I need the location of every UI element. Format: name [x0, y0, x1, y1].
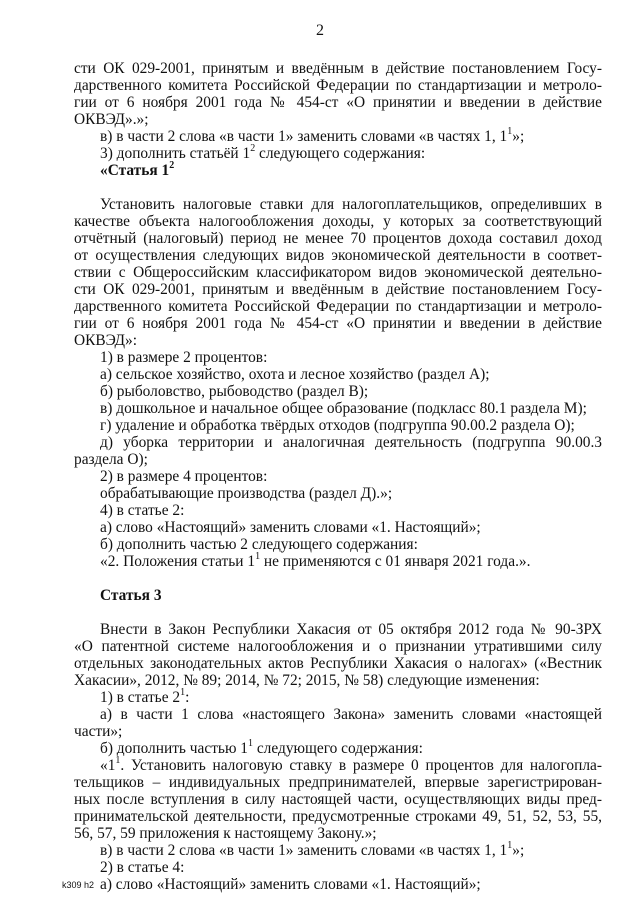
line-text: Хакасии», 2012, № 89; 2014, № 72; 2015, № 58) следующие изменения: [74, 672, 540, 689]
line-text: б) дополнить частью 1 [100, 740, 248, 757]
line-text: ОКВЭД».»; [74, 111, 149, 128]
line-text: 2) в статье 4: [100, 859, 185, 876]
line-text: а) в части 1 слова «настоящего Закона» заменить словами «настоящей [100, 706, 602, 723]
text-line [74, 77, 602, 94]
text-line [74, 638, 602, 655]
text-line [100, 706, 602, 723]
line-text: качестве объекта налогообложения доходы, у которых за соответствующий [74, 213, 602, 230]
line-text: части»; [74, 723, 123, 740]
text-line [74, 60, 602, 77]
line-text: 4) в статье 2: [100, 502, 185, 519]
text-line [100, 587, 602, 604]
text-line [100, 876, 602, 893]
superscript: 1 [507, 839, 513, 851]
line-text: обрабатывающие производства (раздел Д).»; [100, 485, 393, 502]
line-text: «2. Положения статьи 1 [100, 553, 256, 570]
text-line [100, 754, 602, 774]
line-text: в) в части 2 слова «в части 1» заменить словами «в частях 1, 1 [100, 128, 508, 145]
text-line [74, 247, 602, 264]
text-line [100, 519, 602, 536]
line-text: г) удаление и обработка твёрдых отходов (подгруппа 90.00.2 раздела О); [100, 417, 575, 434]
line-text-after: следующего содержания: [255, 145, 426, 162]
line-text: гии от 6 ноября 2001 года № 454-ст «О принятии и введении в действие [74, 94, 602, 111]
superscript: 1 [255, 550, 261, 562]
text-line [100, 621, 602, 638]
line-text: раздела О); [74, 451, 148, 468]
text-line [74, 791, 602, 808]
text-line [74, 672, 602, 689]
text-line [100, 434, 602, 451]
line-text: «1 [100, 757, 116, 774]
line-text: сти ОК 029-2001, принятым и введённым в действие постановлением Госу- [74, 60, 602, 77]
text-line [100, 417, 602, 434]
text-line [74, 451, 602, 468]
line-text: б) дополнить частью 2 следующего содержания: [100, 536, 418, 553]
line-text-after: : [185, 689, 190, 706]
line-text: Установить налоговые ставки для налогоплательщиков, определивших в [100, 196, 602, 213]
text-line [100, 468, 602, 485]
line-text-after: »; [512, 128, 525, 145]
text-line [74, 264, 602, 281]
text-line [74, 825, 602, 842]
text-line [100, 383, 602, 400]
text-line [74, 111, 602, 128]
superscript: 2 [169, 159, 175, 171]
line-text: 1) в статье 2 [100, 689, 181, 706]
text-line [100, 142, 602, 162]
text-line [100, 159, 602, 179]
text-line [74, 315, 602, 332]
line-text: Статья 3 [100, 587, 162, 604]
line-text: сти ОК 029-2001, принятым и введённым в действие постановлением Госу- [74, 281, 602, 298]
line-text: а) слово «Настоящий» заменить словами «1. Настоящий»; [100, 519, 481, 536]
line-text-after: следующего содержания: [253, 740, 423, 757]
text-line [100, 686, 602, 706]
line-text: ОКВЭД»: [74, 332, 137, 349]
footer-code: k309 h2 [62, 880, 95, 890]
superscript: 1 [507, 125, 513, 137]
text-line [100, 196, 602, 213]
line-text: принимательской деятельности, предусмотренные строками 49, 51, 52, 53, 55, [74, 808, 602, 825]
text-line [100, 536, 602, 553]
line-text: тельщиков – индивидуальных предпринимателей, впервые зарегистрирован- [74, 774, 602, 791]
line-text-after: »; [512, 842, 525, 859]
line-text: «О патентной системе налогообложения и о признании утратившими силу [74, 638, 602, 655]
line-text: ных после вступления в силу настоящей части, осуществляющих виды пред- [74, 791, 602, 808]
superscript: 1 [180, 686, 186, 698]
line-text: 2) в размере 4 процентов: [100, 468, 268, 485]
text-line [100, 366, 602, 383]
line-text-after: не применяются с 01 января 2021 года.». [260, 553, 531, 570]
text-line [74, 774, 602, 791]
line-text: 1) в размере 2 процентов: [100, 349, 268, 366]
text-line [100, 485, 602, 502]
text-line [74, 723, 602, 740]
superscript: 1 [115, 754, 121, 766]
line-text: б) рыболовство, рыбоводство (раздел В); [100, 383, 369, 400]
line-text: дарственного комитета Российской Федерации по стандартизации и метроло- [74, 298, 602, 315]
line-text: ствии с Общероссийским классификатором видов экономической деятельно- [74, 264, 602, 281]
line-text: «Статья 1 [100, 162, 170, 179]
text-line [74, 808, 602, 825]
superscript: 2 [250, 142, 256, 154]
line-text: дарственного комитета Российской Федерации по стандартизации и метроло- [74, 77, 602, 94]
line-text-after: . Установить налоговую ставку в размере 0 процентов для налогопла- [120, 757, 602, 774]
line-text: а) слово «Настоящий» заменить словами «1. Настоящий»; [100, 876, 481, 893]
text-line [100, 502, 602, 519]
text-line [100, 125, 602, 145]
text-line [100, 859, 602, 876]
text-line [74, 213, 602, 230]
text-line [100, 550, 602, 570]
text-line [74, 332, 602, 349]
page-number: 2 [316, 22, 324, 39]
text-line [74, 655, 602, 672]
line-text: гии от 6 ноября 2001 года № 454-ст «О принятии и введении в действие [74, 315, 602, 332]
text-line [74, 298, 602, 315]
line-text: 3) дополнить статьёй 1 [100, 145, 251, 162]
line-text: отчётный (налоговый) период не менее 70 процентов дохода составил доход [74, 230, 602, 247]
line-text: 56, 57, 59 приложения к настоящему Закону.»; [74, 825, 377, 842]
text-line [100, 400, 602, 417]
text-line [74, 230, 602, 247]
line-text: Внести в Закон Республики Хакасия от 05 октября 2012 года № 90-ЗРХ [100, 621, 602, 638]
line-text: д) уборка территории и аналогичная деятельность (подгруппа 90.00.3 [100, 434, 602, 451]
text-line [74, 281, 602, 298]
line-text: отдельных законодательных актов Республики Хакасия о налогах» («Вестник [74, 655, 602, 672]
line-text: в) в части 2 слова «в части 1» заменить словами «в частях 1, 1 [100, 842, 508, 859]
line-text: от осуществления следующих видов экономической деятельности в соответ- [74, 247, 602, 264]
text-line [100, 737, 602, 757]
text-line [100, 349, 602, 366]
text-line [74, 94, 602, 111]
line-text: в) дошкольное и начальное общее образование (подкласс 80.1 раздела М); [100, 400, 587, 417]
text-line [100, 839, 602, 859]
line-text: а) сельское хозяйство, охота и лесное хозяйство (раздел А); [100, 366, 490, 383]
superscript: 1 [248, 737, 253, 749]
